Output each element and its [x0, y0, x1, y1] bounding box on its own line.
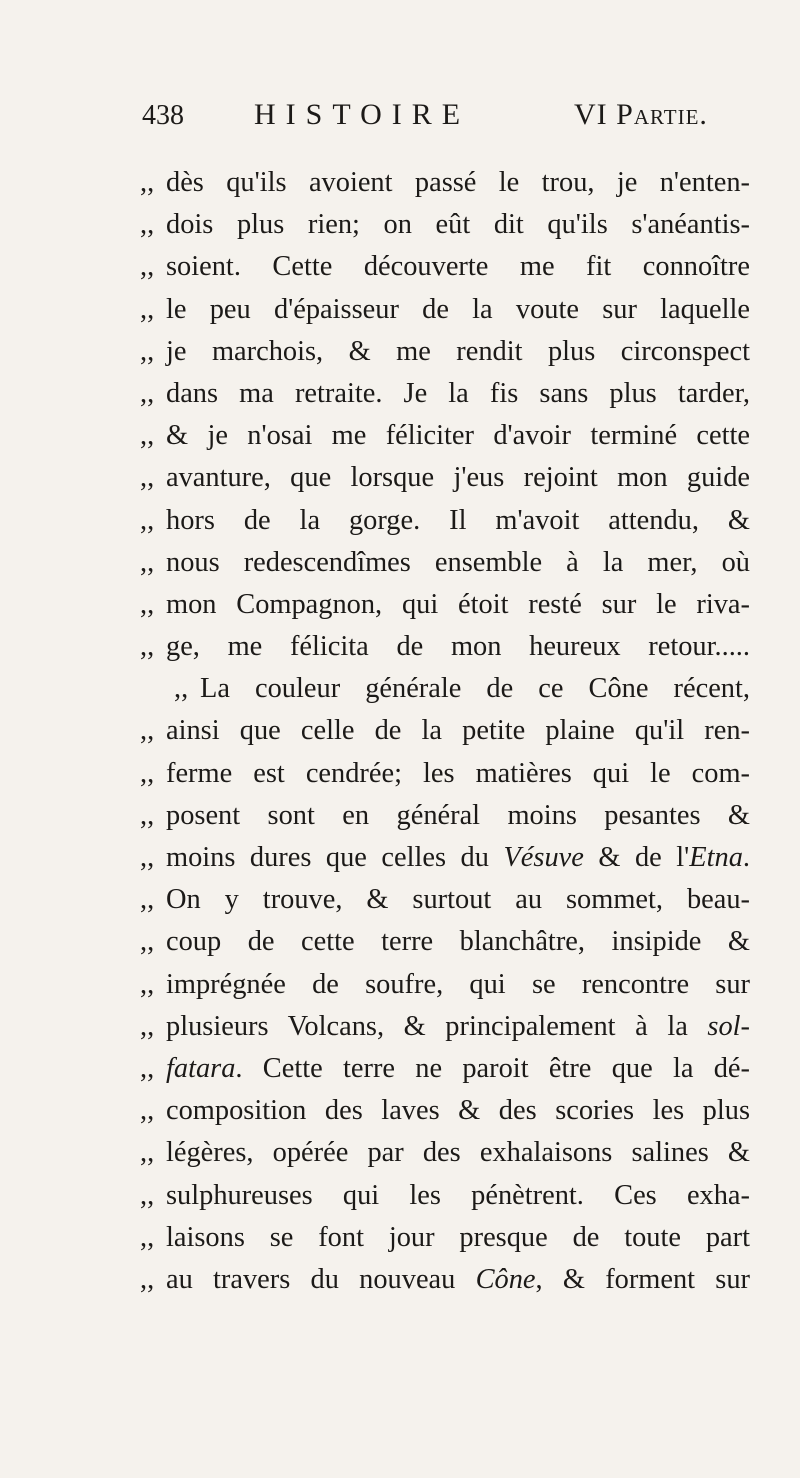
text-line: ,, ge, me félicita de mon heureux retour.....: [140, 626, 750, 668]
text-line: ,, composition des laves & des scories les plus: [140, 1090, 750, 1132]
text-line: ,, hors de la gorge. Il m'avoit attendu, &: [140, 500, 750, 542]
quote-mark: ,,: [140, 1010, 155, 1042]
quote-mark: ,,: [140, 884, 155, 916]
quote-mark: ,,: [140, 926, 155, 958]
section-label: VI Partie.: [574, 98, 708, 131]
quote-mark: ,,: [140, 462, 155, 494]
quote-mark: ,,: [174, 673, 189, 705]
quote-mark: ,,: [140, 757, 155, 789]
quote-mark: ,,: [140, 377, 155, 409]
text-line: ,, légères, opérée par des exhalaisons salines &: [140, 1132, 750, 1174]
quote-mark: ,,: [140, 335, 155, 367]
text-line: ,, ainsi que celle de la petite plaine qu'il ren-: [140, 710, 750, 752]
quote-mark: ,,: [140, 209, 155, 241]
quote-mark: ,,: [140, 588, 155, 620]
quote-mark: ,,: [140, 631, 155, 663]
text-line: ,, laisons se font jour presque de toute part: [140, 1217, 750, 1259]
quote-mark: ,,: [140, 968, 155, 1000]
quote-mark: ,,: [140, 420, 155, 452]
text-line: ,, au travers du nouveau Cône, & forment sur: [140, 1259, 750, 1301]
text-line: ,, & je n'osai me féliciter d'avoir terminé cette: [140, 415, 750, 457]
text-line: ,, avanture, que lorsque j'eus rejoint mon guide: [140, 457, 750, 499]
quote-mark: ,,: [140, 799, 155, 831]
text-line: ,, sulphureuses qui les pénètrent. Ces exha-: [140, 1175, 750, 1217]
quote-mark: ,,: [140, 1179, 155, 1211]
text-line: ,, dois plus rien; on eût dit qu'ils s'anéantis-: [140, 204, 750, 246]
running-header: [142, 98, 747, 142]
quote-mark: ,,: [140, 504, 155, 536]
text-line: ,, dès qu'ils avoient passé le trou, je n'enten-: [140, 162, 750, 204]
text-line: ,, soient. Cette découverte me fit connoître: [140, 246, 750, 288]
text-line: ,, posent sont en général moins pesantes &: [140, 795, 750, 837]
text-line: ,, imprégnée de soufre, qui se rencontre sur: [140, 964, 750, 1006]
quote-mark: ,,: [140, 293, 155, 325]
quote-mark: ,,: [140, 715, 155, 747]
quote-mark: ,,: [140, 1263, 155, 1295]
text-line: ,, le peu d'épaisseur de la voute sur laquelle: [140, 289, 750, 331]
text-line: ,, moins dures que celles du Vésuve & de l'Etna.: [140, 837, 750, 879]
running-title: HISTOIRE: [254, 98, 471, 131]
page-number: 438: [142, 100, 184, 131]
text-line: ,, On y trouve, & surtout au sommet, beau-: [140, 879, 750, 921]
quote-mark: ,,: [140, 1221, 155, 1253]
text-line: ,, coup de cette terre blanchâtre, insipide &: [140, 921, 750, 963]
body-text: [140, 162, 750, 1301]
quote-mark: ,,: [140, 1052, 155, 1084]
text-line: ,, dans ma retraite. Je la fis sans plus tarder,: [140, 373, 750, 415]
quote-mark: ,,: [140, 167, 155, 198]
text-line: ,, je marchois, & me rendit plus circonspect: [140, 331, 750, 373]
quote-mark: ,,: [140, 1095, 155, 1127]
quote-mark: ,,: [140, 251, 155, 283]
quote-mark: ,,: [140, 842, 155, 873]
text-line: ,, plusieurs Volcans, & principalement à la sol-: [140, 1006, 750, 1048]
quote-mark: ,,: [140, 546, 155, 578]
text-line: ,, mon Compagnon, qui étoit resté sur le riva-: [140, 584, 750, 626]
text-line: ,, fatara. Cette terre ne paroit être que la dé-: [140, 1048, 750, 1090]
text-line: ,, nous redescendîmes ensemble à la mer, où: [140, 542, 750, 584]
quote-mark: ,,: [140, 1137, 155, 1169]
text-line: ,, ferme est cendrée; les matières qui le com-: [140, 753, 750, 795]
text-line: ,, La couleur générale de ce Cône récent,: [140, 668, 750, 710]
